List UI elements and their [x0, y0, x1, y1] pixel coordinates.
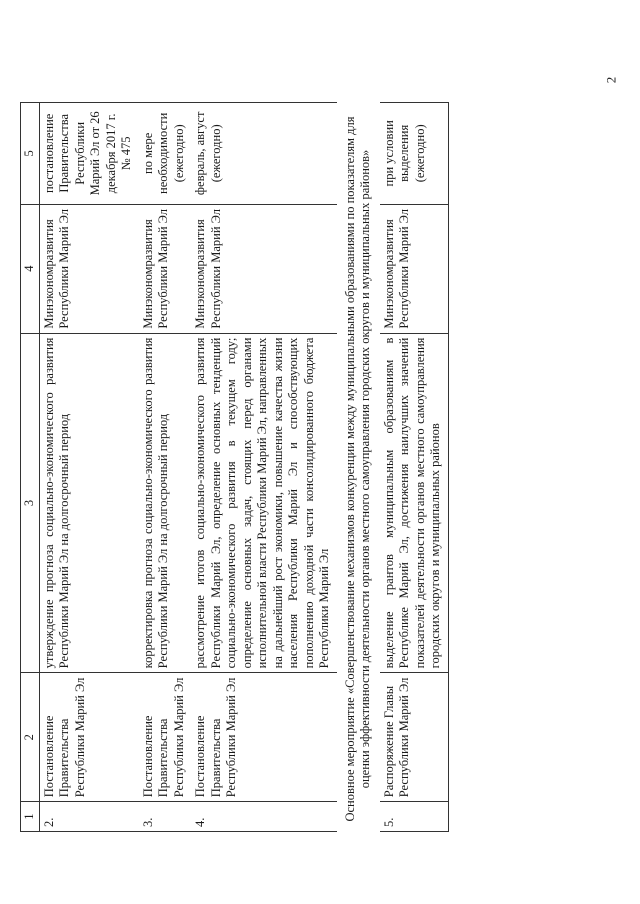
row-executor: Минэкономразвития Республики Марий Эл — [380, 204, 449, 333]
row-number: 2. — [39, 802, 139, 832]
row-document: Распоряжение Главы Республики Марий Эл — [380, 673, 449, 802]
header-col-5: 5 — [21, 103, 40, 205]
row-action: рассмотрение итогов социально-экономического развития Республики Марий Эл, определение основных тенденций социально-экономического развития в текущем году; определение основных задач, стоящих перед органами исполнительной власти Республики Марий Эл, направленных на дальнейший рост экономики, повышение качества жизни населения Республики Марий Эл и способствующих пополнению доходной части консолидированного бюджета Республики Марий Эл — [191, 333, 337, 673]
table-row — [139, 103, 192, 832]
header-row — [21, 103, 40, 832]
row-executor: Минэкономразвития Республики Марий Эл — [139, 204, 192, 333]
header-col-4: 4 — [21, 204, 40, 333]
measures-table — [20, 102, 449, 832]
row-action: выделение грантов муниципальным образованиям в Республике Марий Эл, достижения наилучших значений показателей деятельности органов местного самоуправления городских округов и муниципальных районов — [380, 333, 449, 673]
main-measure-heading: Основное мероприятие «Совершенствование механизмов конкуренции между муниципальными образованиями по показателям для оценки эффективности деятельности органов местного самоуправления городских округов и муниципальных районов» — [342, 116, 372, 822]
measure-row — [337, 103, 380, 832]
row-number: 4. — [191, 802, 337, 832]
page-number: 2 — [602, 76, 618, 84]
row-executor: Минэкономразвития Республики Марий Эл — [191, 204, 337, 333]
row-document: Постановление Правительства Республики Марий Эл — [39, 673, 139, 802]
header-col-1: 1 — [21, 802, 40, 832]
row-action: корректировка прогноза социально-экономического развития Республики Марий Эл на долгосрочный период — [139, 333, 192, 673]
header-col-2: 2 — [21, 673, 40, 802]
row-document: Постановление Правительства Республики Марий Эл — [139, 673, 192, 802]
row-action: утверждение прогноза социально-экономического развития Республики Марий Эл на долгосрочный период — [39, 333, 139, 673]
row-executor: Минэкономразвития Республики Марий Эл — [39, 204, 139, 333]
table-row — [191, 103, 337, 832]
table-row — [39, 103, 139, 832]
table-row — [380, 103, 449, 832]
rotated-content — [20, 42, 620, 862]
row-term: по мере необходимости (ежегодно) — [139, 103, 192, 205]
row-term: февраль, август (ежегодно) — [191, 103, 337, 205]
row-number: 3. — [139, 802, 192, 832]
row-term: при условии выделения (ежегодно) — [380, 103, 449, 205]
row-number: 5. — [380, 802, 449, 832]
row-term: постановление Правительства Республики Марий Эл от 26 декабря 2017 г. № 475 — [39, 103, 139, 205]
row-document: Постановление Правительства Республики Марий Эл — [191, 673, 337, 802]
header-col-3: 3 — [21, 333, 40, 673]
